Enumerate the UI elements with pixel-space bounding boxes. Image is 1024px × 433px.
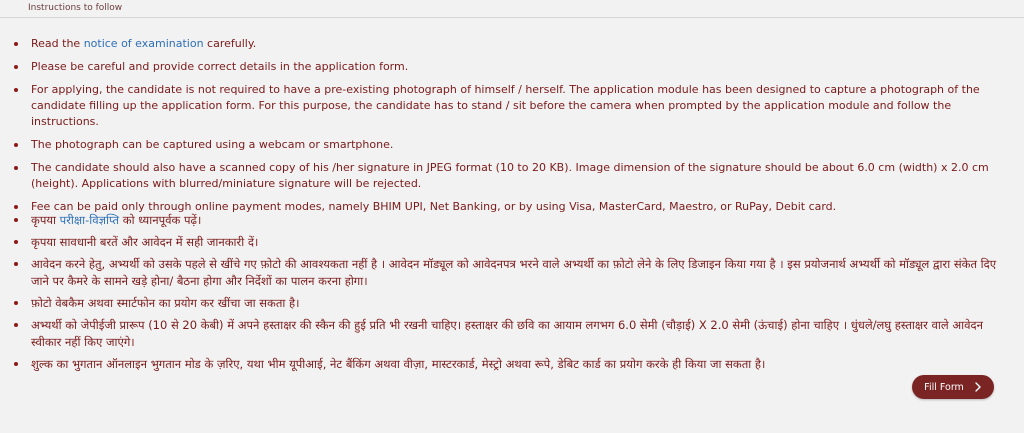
instruction-item-hindi: फ़ोटो वेबकैम अथवा स्मार्टफोन का प्रयोग कर खींचा जा सकता है। xyxy=(14,295,1004,312)
instructions-title: Instructions to follow xyxy=(28,3,123,13)
hindi-instructions-list xyxy=(14,212,1004,378)
notice-of-examination-link-hindi[interactable]: परीक्षा-विज्ञप्ति xyxy=(59,213,120,227)
instructions-header xyxy=(0,0,1024,18)
instruction-item: Fee can be paid only through online payment modes, namely BHIM UPI, Net Banking, or by using Visa, MasterCard, Maestro, or RuPay, Debit card. xyxy=(14,199,1004,215)
notice-of-examination-link[interactable]: notice of examination xyxy=(83,37,204,50)
fill-form-button[interactable] xyxy=(912,375,994,399)
instruction-item: For applying, the candidate is not required to have a pre-existing photograph of himself / herself. The application module has been designed to capture a photograph of the candidate filling up the application form. For this purpose, the candidate has to stand / sit before the camera when prompted by the application module and follow the instructions. xyxy=(14,82,1004,130)
english-instructions-list xyxy=(14,36,1004,222)
instruction-item-notice xyxy=(14,36,1004,52)
chevron-right-icon xyxy=(974,382,982,392)
instruction-item-hindi: शुल्क का भुगतान ऑनलाइन भुगतान मोड के ज़रिए, यथा भीम यूपीआई, नेट बैंकिंग अथवा वीज़ा, मास्टरकार्ड, मेस्ट्रो अथवा रूपे, डेबिट कार्ड का प्रयोग करके ही किया जा सकता है। xyxy=(14,356,1004,373)
instruction-item-notice-hindi xyxy=(14,212,1004,229)
instruction-item-hindi: कृपया सावधानी बरतें और आवेदन में सही जानकारी दें। xyxy=(14,234,1004,251)
instruction-item: The candidate should also have a scanned copy of his /her signature in JPEG format (10 to 20 KB). Image dimension of the signature should be about 6.0 cm (width) x 2.0 cm (height). Applications with blurred/miniature signature will be rejected. xyxy=(14,160,1004,192)
instruction-item: The photograph can be captured using a webcam or smartphone. xyxy=(14,137,1004,153)
instruction-text: को ध्यानपूर्वक पढ़ें। xyxy=(119,213,202,227)
instruction-text: कृपया xyxy=(31,213,60,227)
instruction-item: Please be careful and provide correct details in the application form. xyxy=(14,59,1004,75)
instruction-item-hindi: आवेदन करने हेतु, अभ्यर्थी को उसके पहले से खींचे गए फ़ोटो की आवश्यकता नहीं है । आवेदन मॉड्यूल को आवेदनपत्र भरने वाले अभ्यर्थी का फ़ोटो लेने के लिए डिजाइन किया गया है । इस प्रयोजनार्थ अभ्यर्थी को मॉड्यूल द्वारा संकेत दिए जाने पर कैमरे के सामने खड़े होना/ बैठना होगा और निर्देशों का पालन करना होगा। xyxy=(14,256,1004,290)
instruction-item-hindi: अभ्यर्थी को जेपीईजी प्रारूप (10 से 20 केबी) में अपने हस्ताक्षर की स्कैन की हुई प्रति भी रखनी चाहिए। हस्ताक्षर की छवि का आयाम लगभग 6.0 सेमी (चौड़ाई) X 2.0 सेमी (ऊंचाई) होना चाहिए । धुंधले/लघु हस्ताक्षर वाले आवेदन स्वीकार नहीं किए जाएंगे। xyxy=(14,317,1004,351)
instruction-text: carefully. xyxy=(203,37,257,50)
instruction-text: Read the xyxy=(31,37,84,50)
fill-form-label: Fill Form xyxy=(924,381,964,393)
